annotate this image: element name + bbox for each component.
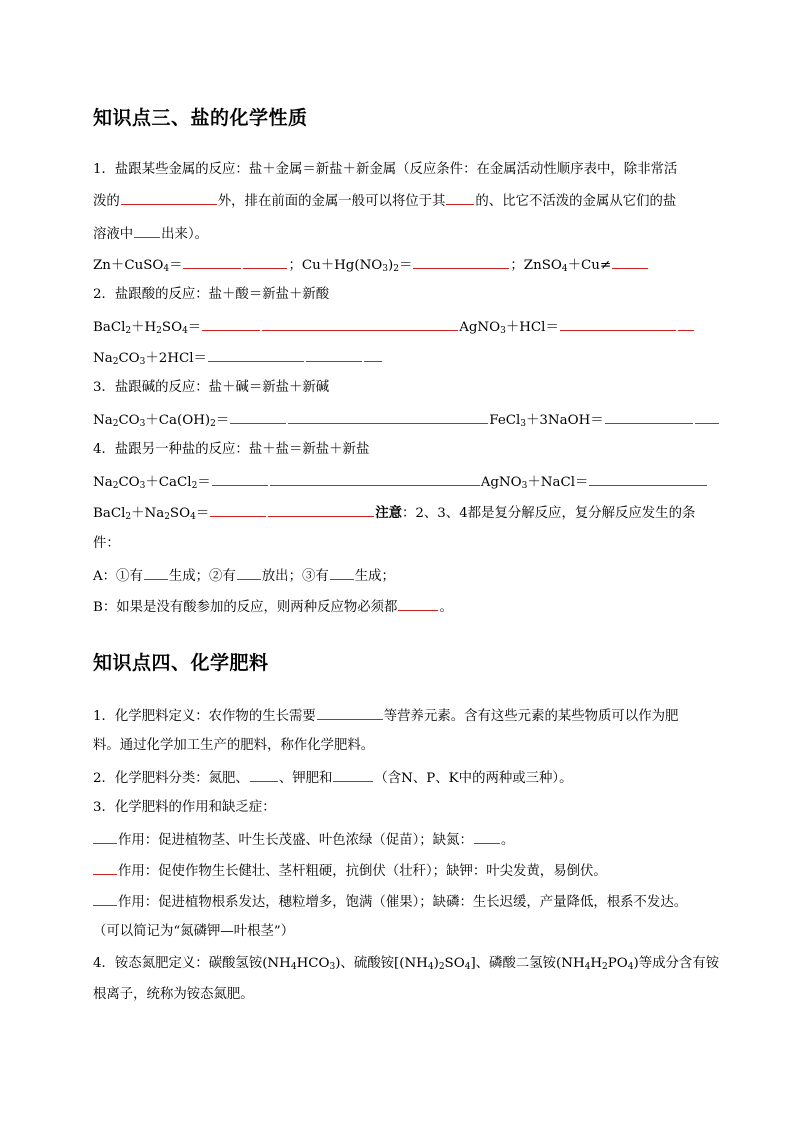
condition-b: B：如果是没有酸参加的反应，则两种反应物必须都 。 [93,597,453,617]
blank[interactable] [121,191,217,205]
blank[interactable] [230,410,286,424]
item-1-line-3: 溶液中 出来）。 [93,224,208,244]
blank[interactable] [446,191,474,205]
blank[interactable] [134,224,160,238]
blank[interactable] [678,317,694,331]
blank[interactable] [330,566,354,580]
equation-zn-cuso4: Zn＋CuSO$_4$＝ ；$Cu+Hg(NO_3)_2=$ ；ZnSO$_4$＋Cu≠ [93,255,649,275]
blank[interactable] [262,317,458,331]
blank[interactable] [268,503,374,517]
blank[interactable] [333,768,373,782]
blank[interactable] [605,410,693,424]
equation-na2co3-caoh2: $Na_2CO_3+Ca(OH)_2=$ FeCl$_3$＋3NaOH＝ [93,410,720,430]
fertilizer-definition-2: 料。通过化学加工生产的肥料，称作化学肥料。 [93,738,375,753]
ammonium-definition-1: 4．铵态氮肥定义：碳酸氢铵$(NH_4HCO_3)$、硫酸铵$[(NH_4)_2SO_4]$、磷酸二氢铵$(NH_4H_2PO_4)$等成分含有铵 [93,956,720,972]
blank[interactable] [212,472,268,486]
ammonium-definition-2: 根离子，统称为铵态氮肥。 [93,987,254,1002]
item-1-line-1: 1．盐跟某些金属的反应：盐＋金属＝新盐＋新金属（反应条件：在金属活动性顺序表中，除非常活 [93,162,678,177]
blank[interactable] [398,597,438,611]
blank[interactable] [288,410,488,424]
blank[interactable] [202,317,260,331]
blank[interactable] [144,566,168,580]
equation-na2co3-hcl: $Na_2CO_3+2HCl=$ [93,348,383,368]
potassium-effect: 作用：促使作物生长健壮、茎杆粗硬，抗倒伏（壮秆）；缺钾：叶尖发黄，易倒伏。 [93,861,607,881]
blank[interactable] [93,830,117,844]
blank[interactable] [237,566,261,580]
section-4-title: 知识点四、化学肥料 [93,652,269,674]
equation-bacl2-h2so4: $BaCl_2+H_2SO_4=$ AgNO$_3$＋HCl＝ [93,317,695,337]
note-label: 注意 [375,505,402,521]
blank[interactable] [183,255,241,269]
fertilizer-effects-heading: 3．化学肥料的作用和缺乏症： [93,800,276,815]
blank[interactable] [210,503,266,517]
phosphorus-effect: 作用：促进植物根系发达，穗粒增多，饱满（催果）；缺磷：生长迟缓，产量降低，根系不发达。 [93,892,687,912]
equation-bacl2-na2so4: $BaCl_2+Na_2SO_4=$ 注意：2、3、4都是复分解反应，复分解反应发生的条 [93,505,696,522]
note-continuation: 件： [93,536,120,551]
blank[interactable] [317,706,383,720]
blank[interactable] [560,317,676,331]
blank[interactable] [364,348,382,362]
equation-na2co3-cacl2: $Na_2CO_3+CaCl_2=$ AgNO$_3$＋NaCl＝ [93,472,708,492]
blank[interactable] [93,892,117,906]
blank[interactable] [695,410,719,424]
nitrogen-effect: 作用：促进植物茎、叶生长茂盛、叶色浓绿（促苗）；缺氮： 。 [93,830,514,850]
blank[interactable] [243,255,287,269]
memo: （可以简记为“氮磷钾—叶根茎”） [93,924,295,939]
section-3-title: 知识点三、盐的化学性质 [93,107,308,129]
blank[interactable] [208,348,304,362]
blank[interactable] [306,348,362,362]
blank[interactable] [413,255,509,269]
item-3: 3．盐跟碱的反应：盐＋碱＝新盐＋新碱 [93,380,330,395]
fertilizer-definition-1: 1．化学肥料定义：农作物的生长需要 等营养元素。含有这些元素的某些物质可以作为肥 [93,706,678,726]
blank[interactable] [270,472,480,486]
fertilizer-classification: 2．化学肥料分类：氮肥、 、钾肥和 （含N、P、K中的两种或三种）。 [93,768,573,788]
blank[interactable] [250,768,278,782]
blank[interactable] [612,255,648,269]
condition-a: A：①有 生成；②有 放出；③有 生成； [93,566,395,586]
item-2: 2．盐跟酸的反应：盐＋酸＝新盐＋新酸 [93,287,330,302]
item-4: 4．盐跟另一种盐的反应：盐＋盐＝新盐＋新盐 [93,442,370,457]
item-1-line-2: 泼的 外，排在前面的金属一般可以将位于其 的、比它不活泼的金属从它们的盐 [93,191,676,211]
blank[interactable] [474,830,500,844]
blank[interactable] [93,861,117,875]
blank[interactable] [589,472,707,486]
